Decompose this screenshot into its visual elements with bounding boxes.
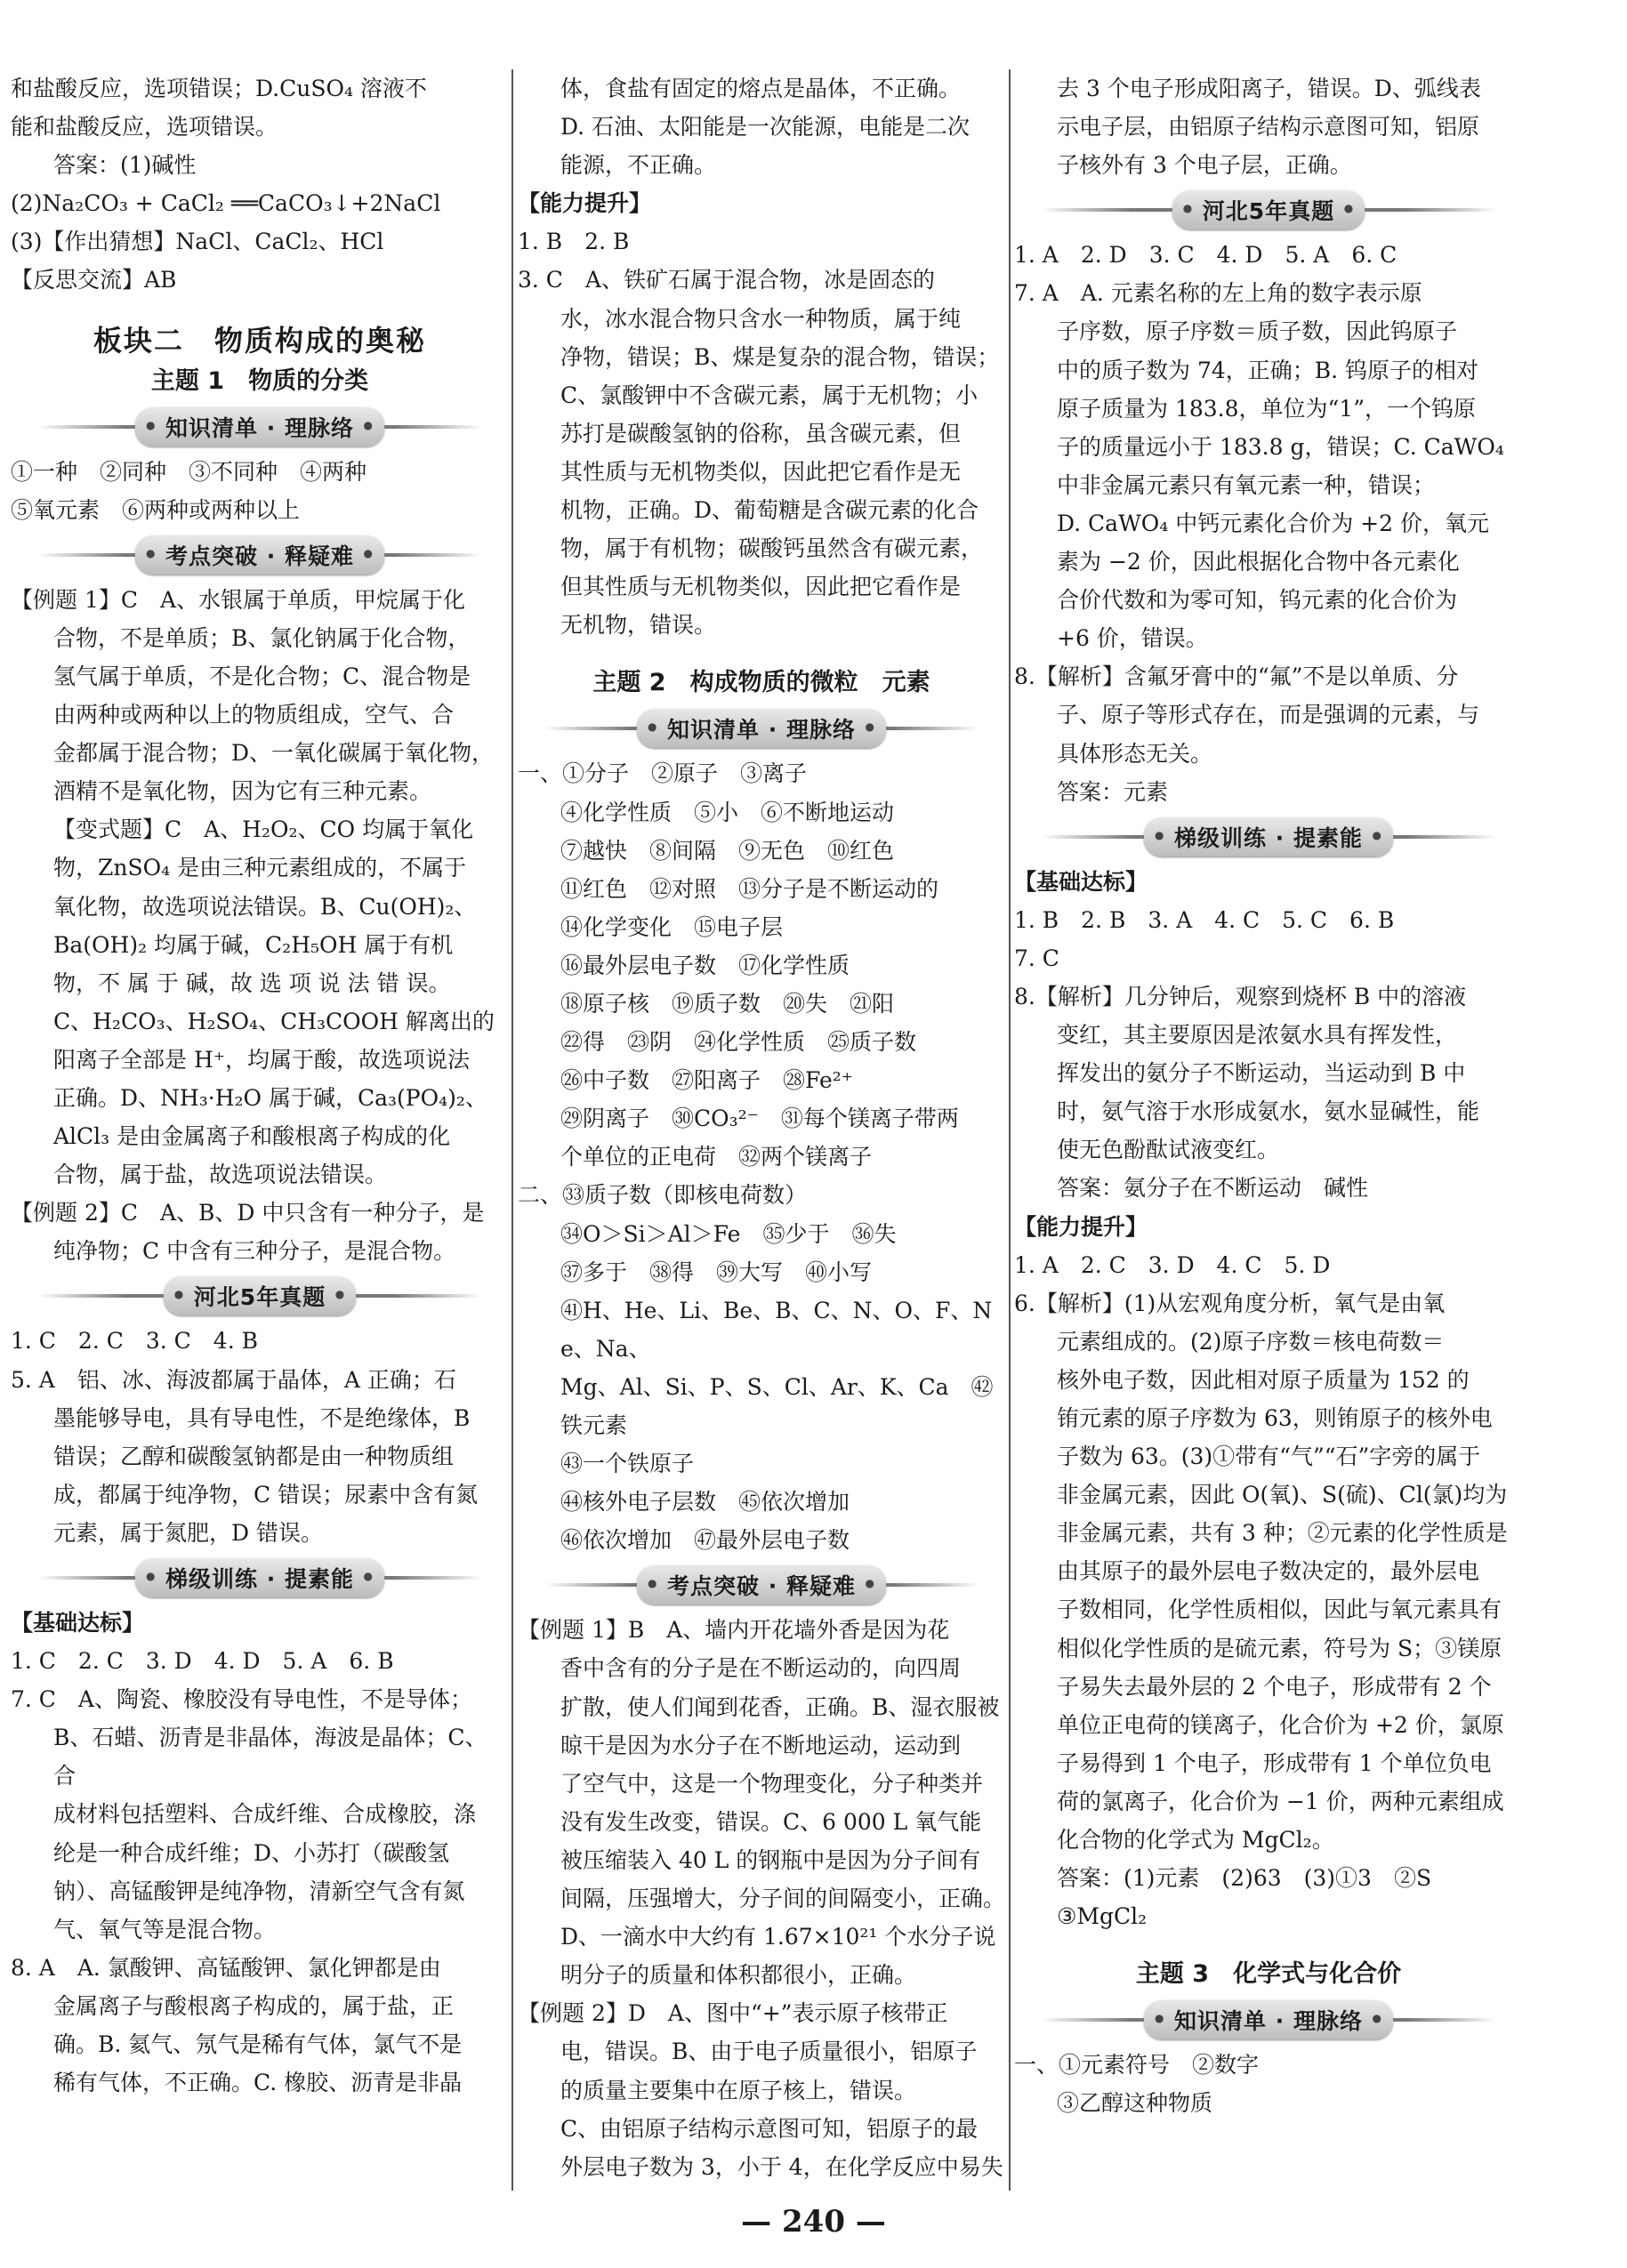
text-line: 化合物的化学式为 MgCl₂。 [1057,1827,1334,1854]
text-line: 成材料包括塑料、合成纤维、合成橡胶，涤 [53,1801,477,1828]
column-2 [518,69,1005,2186]
text-line: 成，都属于纯净物，C 错误；尿素中含有氮 [53,1481,479,1508]
column-3 [1014,69,1523,2123]
text-line: 时，氨气溶于水形成氨水，氨水显碱性，能 [1057,1098,1480,1125]
text-line: 一、①元素符号 ②数字 [1014,2052,1260,2079]
text-line: 由其原子的最外层电子数决定的，最外层电 [1057,1558,1480,1585]
text-line: ④化学性质 ⑤小 ⑥不断地运动 [560,799,895,825]
spacer [1014,1935,1523,1955]
text-line: 去 3 个电子形成阳离子，错误。D、弧线表 [1057,76,1481,101]
text-line: ㉞O＞Si＞Al＞Fe ㉟少于 ㊱失 [560,1220,897,1247]
text-line: 正确。D、NH₃·H₂O 属于碱，Ca₃(PO₄)₂、 [53,1084,487,1111]
text-line: C、由铝原子结构示意图可知，铝原子的最 [560,2115,979,2142]
text-line: 水，冰水混合物只含水一种物质，属于纯 [560,305,962,332]
text-line: 铕元素的原子序数为 63，则铕原子的核外电 [1057,1405,1493,1431]
text-line: 金都属于混合物；D、一氧化碳属于氧化物， [53,740,495,767]
text-line: 由两种或两种以上的物质组成，空气、合 [53,702,455,728]
text-line: ⑭化学变化 ⑮电子层 [560,913,784,940]
section-banner [518,1564,1005,1605]
text-line: 1. C 2. C 3. C 4. B [11,1328,258,1355]
text-line: 纯净物；C 中含有三种分子，是混合物。 [53,1238,456,1265]
text-line: 净物，错误；B、煤是复杂的混合物，错误； [560,343,1000,370]
text-line: 素为 −2 价，因此根据化合物中各元素化 [1057,549,1460,575]
text-line: 氧化物，故选项说法错误。B、Cu(OH)₂、 [53,893,477,920]
section-banner [11,1275,509,1316]
text-line: 体，食盐有固定的熔点是晶体，不正确。 [560,76,962,101]
text-line: 机物，正确。D、葡萄糖是含碳元素的化合 [560,497,979,524]
text-line: 1. B 2. B [518,229,630,255]
text-line: 合价代数和为零可知，钨元素的化合价为 [1057,587,1458,614]
text-line: 核外电子数，因此相对原子质量为 152 的 [1057,1366,1470,1393]
banner-label: ● 考点突破 · 释疑难 ● [637,1565,886,1604]
text-line: 答案：(1)元素 (2)63 (3)①3 ②S [1057,1865,1432,1892]
text-line: ㊹核外电子层数 ㊺依次增加 [560,1489,850,1516]
text-line: 【例题 1】B A、墙内开花墙外香是因为花 [518,1617,950,1644]
text-line: 稀有气体，不正确。C. 橡胶、沥青是非晶 [53,2070,463,2096]
text-line: 7. C A、陶瓷、橡胶没有导电性，不是导体； [11,1686,472,1713]
section-banner [11,535,509,575]
text-line: 元素组成的。(2)原子序数＝核电荷数＝ [1057,1328,1445,1355]
text-line: 纶是一种合成纤维；D、小苏打（碳酸氢 [53,1839,450,1866]
banner-label: ● 河北5年真题 ● [164,1276,356,1315]
text-line: 6.【解析】(1)从宏观角度分析，氧气是由氧 [1014,1290,1446,1316]
text-line: D、一滴水中大约有 1.67×10²¹ 个水分子说 [560,1924,996,1950]
text-line: 但其性质与无机物类似，因此把它看作是 [560,574,962,600]
text-line: 【基础达标】 [11,1610,145,1636]
text-line: 【例题 1】C A、水银属于单质，甲烷属于化 [11,586,466,613]
text-line: 和盐酸反应，选项错误；D.CuSO₄ 溶液不 [11,76,427,101]
text-line: 物，属于有机物；碳酸钙虽然含有碳元素， [560,535,984,562]
text-line: 一、①分子 ②原子 ③离子 [518,760,808,787]
text-line: ㊸一个铁原子 [560,1451,695,1477]
text-line: 酒精不是氧化物，因为它有三种元素。 [53,778,432,805]
text-line: 明分子的质量和体积都很小，正确。 [560,1962,917,1989]
text-line: 二、㉝质子数（即核电荷数） [518,1182,808,1209]
text-line: 中的质子数为 74，正确；B. 钨原子的相对 [1057,357,1479,383]
text-line: 香中含有的分子是在不断运动的，向四周 [560,1655,962,1682]
spacer [11,300,509,319]
text-line: 的质量主要集中在原子核上，错误。 [560,2077,917,2103]
text-line: AlCl₃ 是由金属离子和酸根离子构成的化 [53,1123,451,1150]
text-line: 气、氧气等是混合物。 [53,1916,277,1942]
text-line: 其性质与无机物类似，因此把它看作是无 [560,458,962,485]
text-line: 外层电子数为 3，小于 4，在化学反应中易失 [560,2153,1003,2180]
text-line: 1. A 2. C 3. D 4. C 5. D [1014,1251,1331,1278]
text-line: D. CaWO₄ 中钙元素化合价为 +2 价，氧元 [1057,510,1489,536]
text-line: 被压缩装入 40 L 的钢瓶中是因为分子间有 [560,1846,981,1873]
text-line: 个单位的正电荷 ㉜两个镁离子 [560,1144,873,1170]
text-line: 非金属元素，因此 O(氧)、S(硫)、Cl(氯)均为 [1057,1482,1508,1508]
text-line: 荷的氯离子，化合价为 −1 价，两种元素组成 [1057,1788,1504,1814]
text-line: ⑪红色 ⑫对照 ⑬分子是不断运动的 [560,875,939,902]
text-line: 子数为 63。(3)①带有“气”“石”字旁的属于 [1057,1444,1481,1470]
text-line: 【基础达标】 [1014,868,1148,895]
text-line: ⑯最外层电子数 ⑰化学性质 [560,952,850,978]
text-line: 【例题 2】C A、B、D 中只含有一种分子，是 [11,1200,485,1226]
text-line: 单位正电荷的镁离子，化合价为 +2 价，氯原 [1057,1711,1504,1738]
text-line: ㊲多于 ㊳得 ㊴大写 ㊵小写 [560,1259,873,1285]
text-line: 具体形态无关。 [1057,740,1213,767]
text-line: 原子质量为 183.8，单位为“1”，一个钨原 [1057,395,1476,422]
text-line: (3)【作出猜想】NaCl、CaCl₂、HCl [11,229,384,255]
column-divider [1009,69,1011,2191]
text-line: ㉒得 ㉓阴 ㉔化学性质 ㉕质子数 [560,1029,917,1056]
text-line: 子易失去最外层的 2 个电子，形成带有 2 个 [1057,1673,1492,1700]
text-line: 【反思交流】AB [11,267,177,294]
text-line: 电，错误。B、由于电子质量很小，铝原子 [560,2039,978,2065]
block-title: 板块二 物质构成的奥秘 [93,323,426,358]
text-line: ⑱原子核 ⑲质子数 ⑳失 ㉑阳 [560,990,895,1017]
text-line: 阳离子全部是 H⁺，均属于酸，故选项说法 [53,1046,470,1073]
text-line: 非金属元素，共有 3 种；②元素的化学性质是 [1057,1520,1508,1547]
text-line: 物，不 属 于 碱，故 选 项 说 法 错 误。 [53,969,451,996]
text-line: 1. A 2. D 3. C 4. D 5. A 6. C [1014,242,1397,269]
text-line: 氢气属于单质，不是化合物；C、混合物是 [53,663,471,689]
text-line: 【例题 2】D A、图中“+”表示原子核带正 [518,2000,948,2027]
banner-label: ● 考点突破 · 释疑难 ● [135,535,384,575]
text-line: 中非金属元素只有氧元素一种，错误； [1057,471,1436,498]
banner-label: ● 知识清单 · 理脉络 ● [135,407,384,446]
text-line: 示电子层，由铝原子结构示意图可知，铝原 [1057,114,1480,141]
text-line: C、氯酸钾中不含碳元素，属于无机物；小 [560,382,979,408]
text-line: 晾干是因为水分子在不断地运动，运动到 [560,1732,962,1758]
text-line: 墨能够导电，具有导电性，不是绝缘体，B [53,1404,471,1431]
banner-label: ● 梯级训练 · 提素能 ● [135,1558,384,1597]
text-line: ㊻依次增加 ㊼最外层电子数 [560,1527,850,1554]
text-line: 1. C 2. C 3. D 4. D 5. A 6. B [11,1648,394,1675]
text-line: 答案：元素 [1057,778,1169,805]
text-line: 挥发出的氨分子不断运动，当运动到 B 中 [1057,1060,1466,1087]
text-line: 了空气中，这是一个物理变化，分子种类并 [560,1770,984,1797]
banner-label: ● 梯级训练 · 提素能 ● [1144,817,1393,857]
section-banner [1014,816,1523,857]
text-line: 【能力提升】 [518,190,652,217]
text-line: (2)Na₂CO₃ + CaCl₂ ══CaCO₃↓+2NaCl [11,190,441,217]
text-line: 无机物，错误。 [560,612,717,639]
text-line: ③乙醇这种物质 [1057,2090,1213,2117]
topic-title: 主题 1 物质的分类 [150,366,369,395]
text-line: +6 价，错误。 [1057,625,1208,652]
banner-label: ● 河北5年真题 ● [1172,190,1365,229]
topic-title: 主题 3 化学式与化合价 [1135,1960,1402,1989]
text-line: ③MgCl₂ [1057,1903,1148,1930]
text-line: 子的质量远小于 183.8 g，错误；C. CaWO₄ [1057,433,1504,460]
text-line: 8.【解析】含氟牙膏中的“氟”不是以单质、分 [1014,664,1459,690]
text-line: 苏打是碳酸氢钠的俗称，虽含碳元素，但 [560,420,962,446]
text-line: 答案：(1)碱性 [53,152,197,179]
text-line: 7. A A. 元素名称的左上角的数字表示原 [1014,280,1422,307]
text-line: ㉖中子数 ㉗阳离子 ㉘Fe²⁺ [560,1067,853,1094]
text-line: ㊶H、He、Li、Be、B、C、N、O、F、Ne、Na、 [560,1297,993,1362]
text-line: ㉙阴离子 ㉚CO₃²⁻ ㉛每个镁离子带两 [560,1106,959,1132]
text-line: 1. B 2. B 3. A 4. C 5. C 6. B [1014,906,1395,933]
text-line: 错误；乙醇和碳酸氢钠都是由一种物质组 [53,1443,455,1469]
page-number: — 240 — [741,2204,886,2240]
text-line: 子核外有 3 个电子层，正确。 [1057,152,1352,179]
text-line: ①一种 ②同种 ③不同种 ④两种 [11,458,367,485]
topic-title: 主题 2 构成物质的微粒 元素 [592,669,930,697]
text-line: 元素，属于氮肥，D 错误。 [53,1519,323,1546]
text-line: 能和盐酸反应，选项错误。 [11,114,278,141]
text-line: 答案：氨分子在不断运动 碱性 [1057,1175,1369,1202]
text-line: Mg、Al、Si、P、S、Cl、Ar、K、Ca ㊷铁元素 [560,1373,994,1438]
text-line: 确。B. 氦气、氖气是稀有气体，氯气不是 [53,2031,463,2058]
text-line: B、石蜡、沥青是非晶体，海波是晶体；C、合 [53,1725,487,1789]
section-banner [11,1557,509,1598]
banner-label: ● 知识清单 · 理脉络 ● [637,709,886,748]
text-line: 金属离子与酸根离子构成的，属于盐，正 [53,1992,455,2019]
text-line: 子、原子等形式存在，而是强调的元素，与 [1057,702,1480,728]
text-line: 5. A 铝、冰、海波都属于晶体，A 正确；石 [11,1366,456,1393]
text-line: 8.【解析】几分钟后，观察到烧杯 B 中的溶液 [1014,983,1467,1009]
text-line: 变红，其主要原因是浓氨水具有挥发性， [1057,1022,1458,1049]
text-line: Ba(OH)₂ 均属于碱，C₂H₅OH 属于有机 [53,931,454,958]
text-line: ⑤氧元素 ⑥两种或两种以上 [11,496,301,523]
text-line: 能源，不正确。 [560,152,717,179]
text-line: 7. C [1014,945,1059,971]
text-line: 钠）、高锰酸钾是纯净物，清新空气含有氮 [53,1878,465,1904]
text-line: 使无色酚酞试液变红。 [1057,1137,1280,1163]
text-line: 相似化学性质的是硫元素，符号为 S；③镁原 [1057,1635,1502,1661]
section-banner [1014,189,1523,230]
text-line: 子数相同，化学性质相似，因此与氧元素具有 [1057,1596,1502,1623]
text-line: 合物，属于盐，故选项说法错误。 [53,1162,388,1188]
section-banner [518,708,1005,749]
spacer [518,644,1005,664]
text-line: 【变式题】C A、H₂O₂、CO 均属于氧化 [53,816,474,843]
text-line: 间隔，压强增大，分子间的间隔变小，正确。 [560,1886,1006,1912]
text-line: 8. A A. 氯酸钾、高锰酸钾、氯化钾都是由 [11,1954,441,1981]
section-banner [11,406,509,447]
text-line: 子易得到 1 个电子，形成带有 1 个单位负电 [1057,1749,1492,1776]
text-line: 子序数，原子序数＝质子数，因此钨原子 [1057,318,1458,345]
section-banner [1014,1999,1523,2040]
text-line: 3. C A、铁矿石属于混合物，冰是固态的 [518,267,935,294]
text-line: D. 石油、太阳能是一次能源，电能是二次 [560,114,971,141]
text-line: 扩散，使人们闻到花香，正确。B、湿衣服被 [560,1693,1000,1720]
text-line: 【能力提升】 [1014,1213,1148,1240]
text-line: 物，ZnSO₄ 是由三种元素组成的，不属于 [53,855,467,881]
text-line: ⑦越快 ⑧间隔 ⑨无色 ⑩红色 [560,837,895,864]
column-divider [511,69,513,2191]
text-line: 没有发生改变，错误。C、6 000 L 氧气能 [560,1808,982,1835]
text-line: C、H₂CO₃、H₂SO₄、CH₃COOH 解离出的 [53,1008,495,1034]
banner-label: ● 知识清单 · 理脉络 ● [1144,2000,1393,2039]
text-line: 合物，不是单质；B、氯化钠属于化合物， [53,624,471,651]
column-1 [11,69,509,2102]
